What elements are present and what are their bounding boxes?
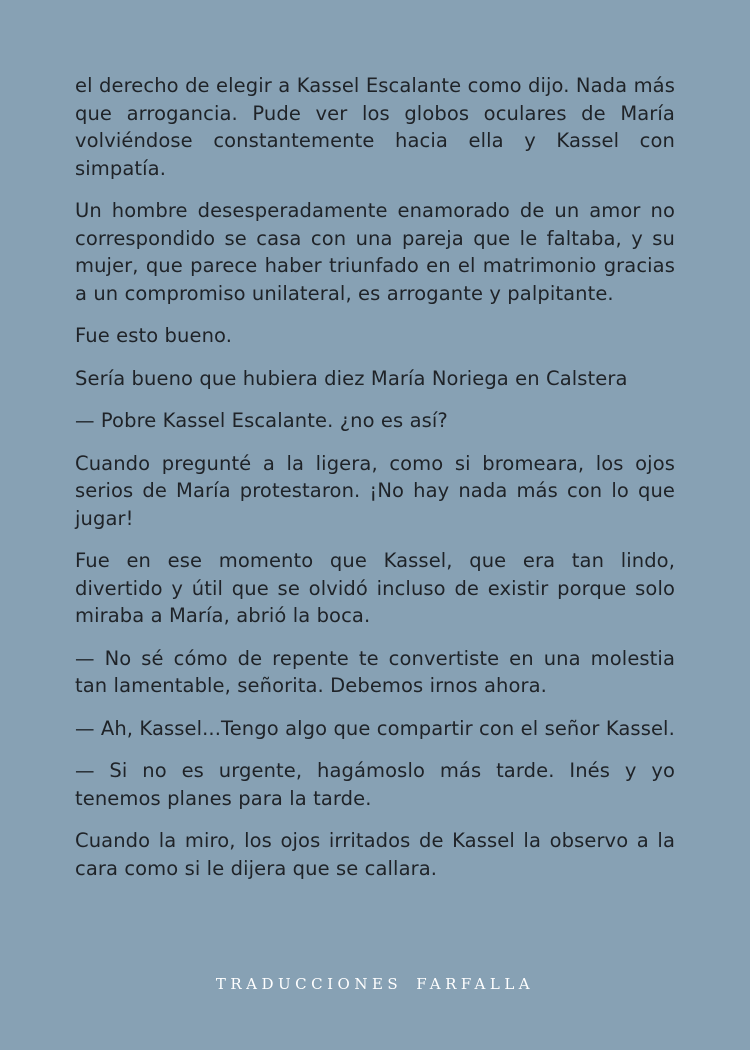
footer-credit: [0, 975, 750, 993]
dialogue-line: — Si no es urgente, hagámoslo más tarde. Inés y yo tenemos planes para la tarde.: [75, 759, 675, 810]
paragraph: Cuando pregunté a la ligera, como si bromeara, los ojos serios de María protestaron. ¡No hay nada más con lo que jugar!: [75, 451, 675, 530]
paragraph: Cuando la miro, los ojos irritados de Kassel la observo a la cara como si le dijera que se callara.: [75, 829, 675, 880]
dialogue-line: — No sé cómo de repente te convertiste en una molestia tan lamentable, señorita. Debemos irnos ahora.: [75, 646, 675, 697]
dialogue-line: — Ah, Kassel...Tengo algo que compartir con el señor Kassel.: [75, 716, 675, 740]
paragraph: Fue esto bueno.: [75, 324, 233, 347]
footer-word-2: FARFALLA: [416, 975, 535, 993]
dialogue-line: — Pobre Kassel Escalante. ¿no es así?: [75, 409, 448, 432]
paragraph: Fue en ese momento que Kassel, que era tan lindo, divertido y útil que se olvidó incluso de existir porque solo miraba a María, abrió la boca.: [75, 549, 675, 627]
footer-word-1: TRADUCCIONES: [215, 975, 403, 993]
paragraph: Sería bueno que hubiera diez María Noriega en Calstera: [75, 366, 628, 390]
paragraph: Un hombre desesperadamente enamorado de un amor no correspondido se casa con una pareja que le faltaba, y su mujer, que parece haber triunfado en el matrimonio gracias a un compromiso unilateral, es arrogante y palpitante.: [75, 199, 675, 305]
page-body: [75, 72, 675, 897]
paragraph: el derecho de elegir a Kassel Escalante como dijo. Nada más que arrogancia. Pude ver los globos oculares de María volviéndose constantemente hacia ella y Kassel con simpatía.: [75, 74, 675, 180]
